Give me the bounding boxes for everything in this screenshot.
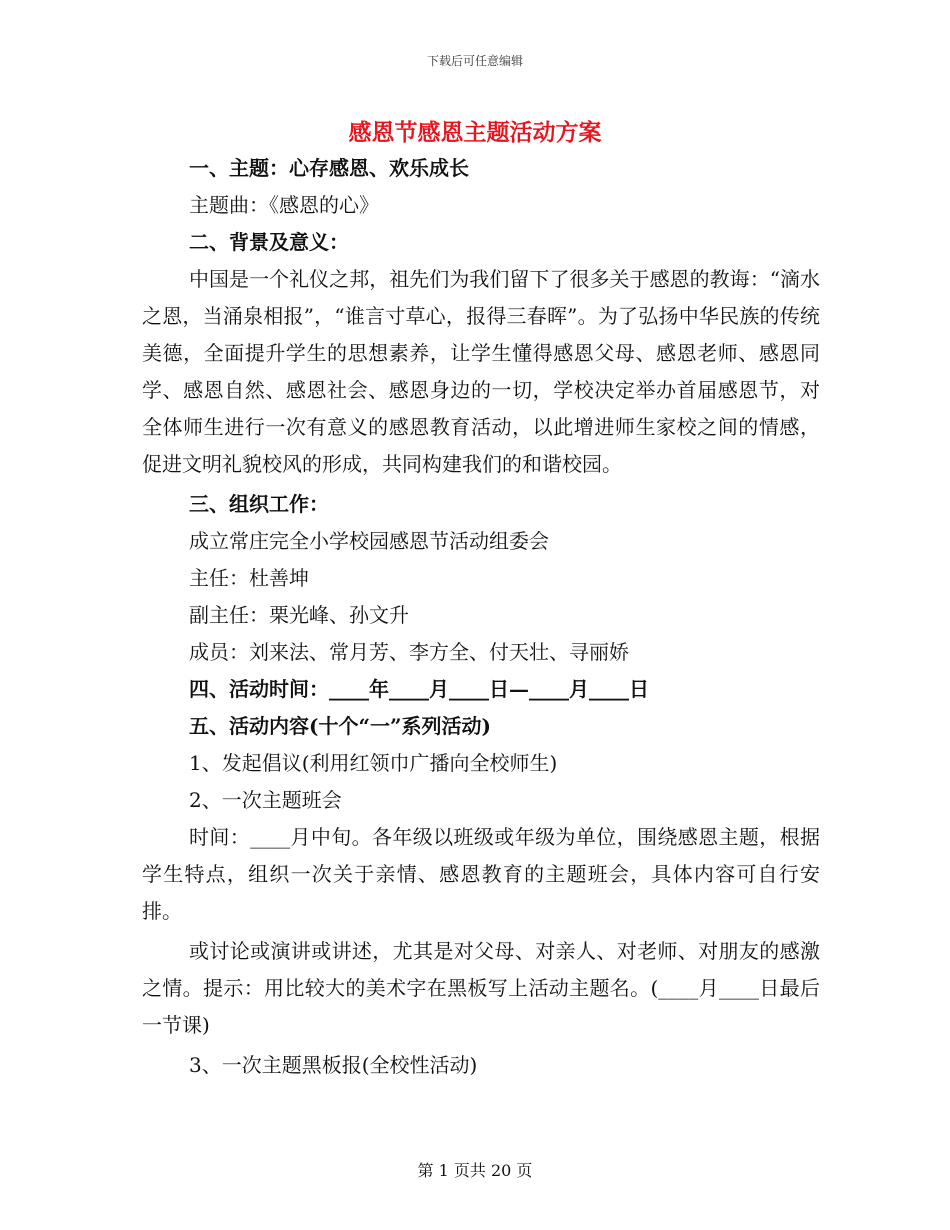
section-heading-theme: 一、主题：心存感恩、欢乐成长: [189, 156, 469, 180]
document-title: 感恩节感恩主题活动方案: [348, 119, 602, 146]
activity-item-2: 2、一次主题班会: [189, 788, 342, 812]
section-heading-organization: 三、组织工作：: [189, 492, 329, 516]
activity-item-2-detail-paragraph: 或讨论或演讲或讲述，尤其是对父母、对亲人、对老师、对朋友的感激之情。提示：用比较大的美术字在黑板写上活动主题名。(____月____日最后一节课): [142, 939, 820, 1037]
activity-item-1: 1、发起倡议(利用红领巾广播向全校师生): [189, 751, 558, 775]
theme-song-line: 主题曲：《感恩的心》: [189, 193, 379, 217]
activity-item-2-time-paragraph: 时间：____月中旬。各年级以班级或年级为单位，围绕感恩主题，根据学生特点，组织一次关于亲情、感恩教育的主题班会，具体内容可自行安排。: [142, 825, 820, 923]
section-heading-content: 五、活动内容(十个“一”系列活动): [189, 714, 491, 738]
deputy-director-line: 副主任：栗光峰、孙文升: [189, 603, 409, 627]
director-line: 主任：杜善坤: [189, 566, 309, 590]
section-heading-background: 二、背景及意义：: [189, 230, 349, 254]
page-footer-number: 第 1 页共 20 页: [417, 1161, 533, 1180]
background-paragraph: 中国是一个礼仪之邦，祖先们为我们留下了很多关于感恩的教诲：“滴水之恩，当涌泉相报”，“谁言寸草心，报得三春晖”。为了弘扬中华民族的传统美德，全面提升学生的思想素养，让学生懂得感恩父母、感恩老师、感恩同学、感恩自然、感恩社会、感恩身边的一切，学校决定举办首届感恩节，对全体师生进行一次有意义的感恩教育活动，以此增进师生家校之间的情感，促进文明礼貌校风的形成，共同构建我们的和谐校园。: [142, 267, 820, 476]
committee-line: 成立常庄完全小学校园感恩节活动组委会: [189, 529, 549, 553]
page-header-note: 下载后可任意编辑: [426, 54, 523, 68]
members-line: 成员：刘来法、常月芳、李方全、付天壮、寻丽娇: [189, 640, 629, 664]
activity-item-3: 3、一次主题黑板报(全校性活动): [189, 1053, 478, 1077]
section-heading-time: 四、活动时间：____年____月____日—____月____日: [189, 677, 649, 701]
document-body: [142, 150, 820, 1084]
